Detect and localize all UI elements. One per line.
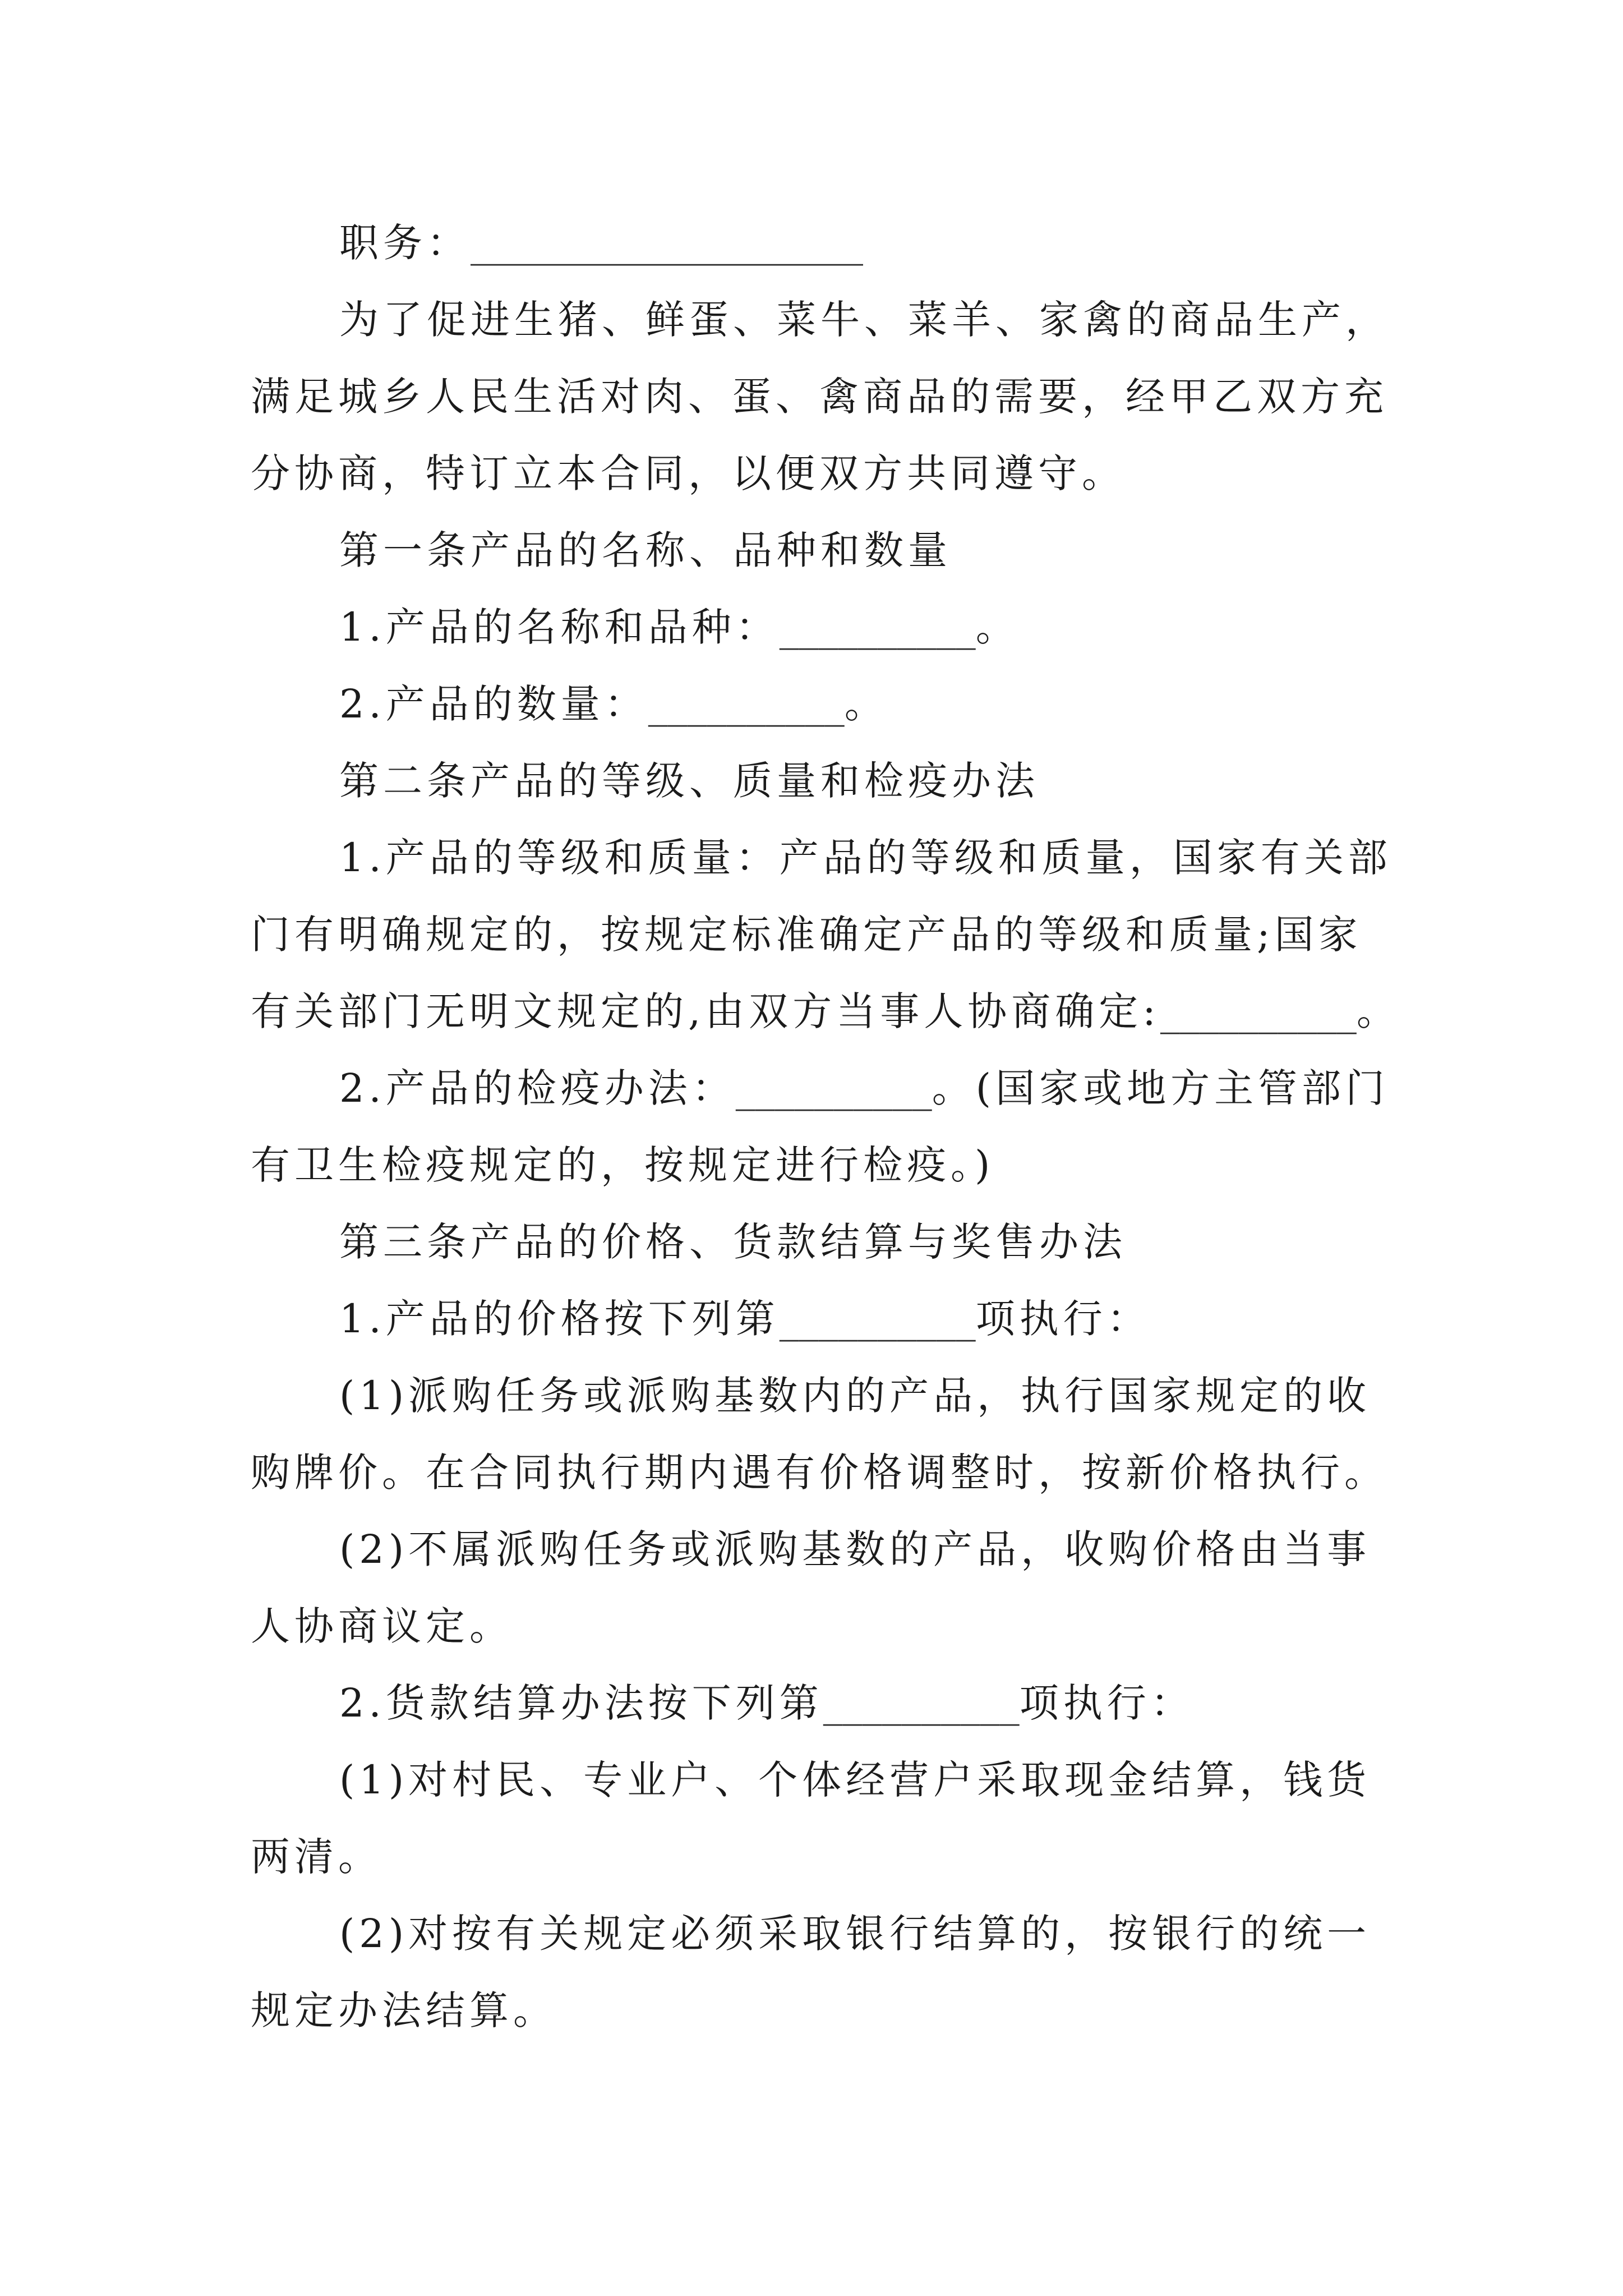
article-1-item-1: 1.产品的名称和品种：__________。 (339, 604, 1020, 650)
fill-in-blank: __________ (779, 1296, 976, 1342)
article-2-item-1-line-1: 1.产品的等级和质量：产品的等级和质量，国家有关部 (339, 835, 1392, 881)
article-2-item-1-line-2: 门有明确规定的，按规定标准确定产品的等级和质量;国家 (251, 912, 1362, 958)
article-1-heading: 第一条产品的名称、品种和数量 (339, 527, 952, 573)
article-1-item-2: 2.产品的数量：__________。 (339, 681, 888, 727)
article-2-item-2-line-1: 2.产品的检疫办法：__________。(国家或地方主管部门 (339, 1065, 1390, 1111)
fill-in-blank: __________ (779, 604, 976, 650)
fill-in-blank: __________ (648, 681, 845, 727)
fill-in-blank: ____________________ (471, 220, 863, 266)
article-3-item-1-option-1-line-1: (1)派购任务或派购基数内的产品，执行国家规定的收 (339, 1373, 1371, 1419)
article-3-item-2-option-2-line-1: (2)对按有关规定必须采取银行结算的，按银行的统一 (339, 1911, 1371, 1957)
article-2-item-1-line-3: 有关部门无明文规定的,由双方当事人协商确定:__________。 (251, 988, 1400, 1034)
article-2-heading: 第二条产品的等级、质量和检疫办法 (339, 758, 1039, 804)
article-3-item-2: 2.货款结算办法按下列第__________项执行： (339, 1680, 1195, 1726)
article-2-item-2-line-2: 有卫生检疫规定的，按规定进行检疫。) (251, 1142, 995, 1188)
article-3-item-2-option-2-line-2: 规定办法结算。 (251, 1987, 557, 2033)
preamble-line-2: 满足城乡人民生活对肉、蛋、禽商品的需要，经甲乙双方充 (251, 374, 1388, 420)
fill-in-blank: __________ (823, 1680, 1020, 1726)
article-3-item-1-option-2-line-2: 人协商议定。 (251, 1603, 513, 1649)
fill-in-blank: __________ (735, 1065, 932, 1111)
position-field-line: 职务：____________________ (339, 220, 863, 266)
article-3-item-2-option-1-line-1: (1)对村民、专业户、个体经营户采取现金结算，钱货 (339, 1757, 1371, 1803)
article-3-item-2-option-1-line-2: 两清。 (251, 1834, 382, 1880)
article-3-heading: 第三条产品的价格、货款结算与奖售办法 (339, 1219, 1127, 1265)
article-3-item-1: 1.产品的价格按下列第__________项执行： (339, 1296, 1151, 1342)
preamble-line-3: 分协商，特订立本合同，以便双方共同遵守。 (251, 450, 1126, 496)
preamble-line-1: 为了促进生猪、鲜蛋、菜牛、菜羊、家禽的商品生产， (339, 297, 1389, 343)
fill-in-blank: __________ (1160, 988, 1357, 1034)
article-3-item-1-option-1-line-2: 购牌价。在合同执行期内遇有价格调整时，按新价格执行。 (251, 1450, 1388, 1496)
article-3-item-1-option-2-line-1: (2)不属派购任务或派购基数的产品，收购价格由当事 (339, 1526, 1371, 1572)
